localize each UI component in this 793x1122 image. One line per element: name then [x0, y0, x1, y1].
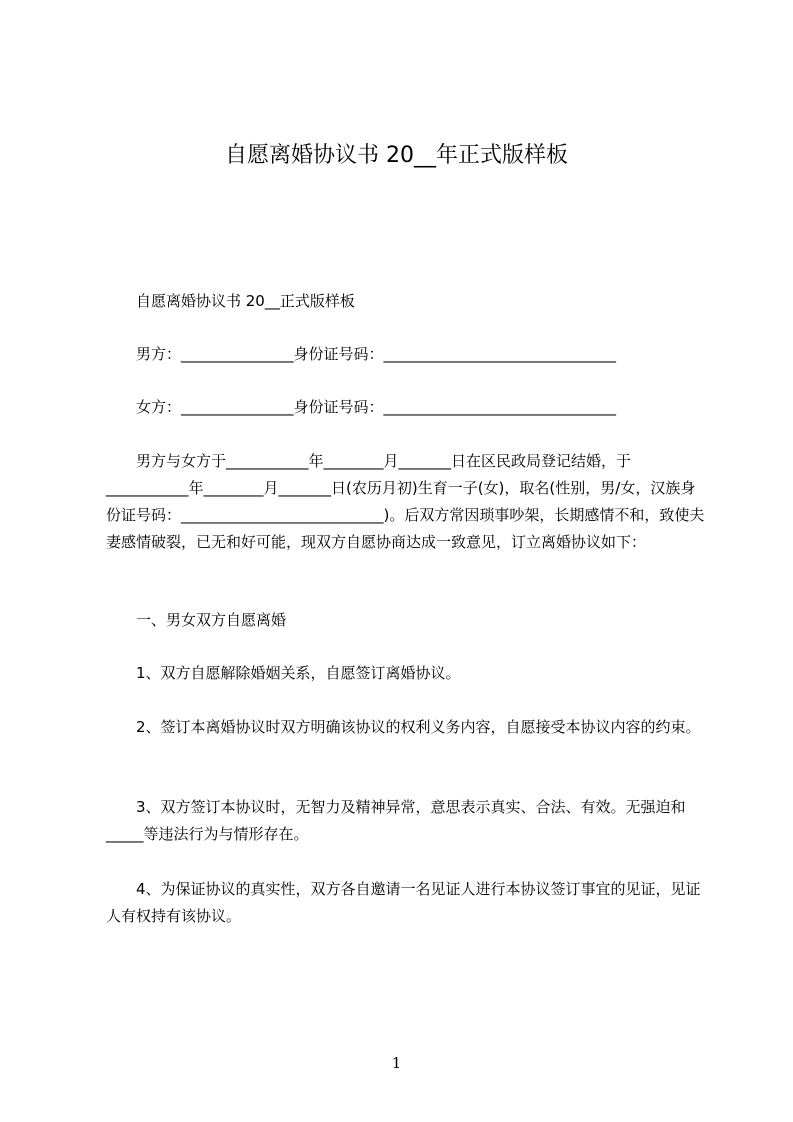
male-party-line: 男方：_______________身份证号码：_______________________________: [136, 345, 617, 363]
clause-3: 3、双方签订本协议时，无智力及精神异常，意思表示真实、合法、有效。无强迫和_____等违法行为与情形存在。: [106, 798, 686, 843]
document-title: 自愿离婚协议书 20__年正式版样板: [225, 143, 568, 168]
clause-1: 1、双方自愿解除婚姻关系，自愿签订离婚协议。: [136, 664, 461, 682]
female-party-line: 女方：_______________身份证号码：_______________________________: [136, 398, 617, 416]
clause-4: 4、为保证协议的真实性，双方各自邀请一名见证人进行本协议签订事宜的见证，见证人有权持有该协议。: [106, 880, 701, 925]
page-number: 1: [391, 1054, 402, 1072]
clause-2: 2、签订本离婚协议时双方明确该协议的权利义务内容，自愿接受本协议内容的约束。: [136, 718, 701, 736]
document-subtitle: 自愿离婚协议书 20__正式版样板: [136, 292, 355, 310]
intro-paragraph: 男方与女方于___________年________月_______日在区民政局登记结婚，于___________年________月_______日(农历月初)生育一子(女)，取名(性别，男/女，汉族身份证号码：___________________________)。后双方常因琐事吵架，长期感情不和，致使夫妻感情破裂，已无和好可能，现双方自愿协商达成一致意见，订立离婚协议如下：: [106, 452, 705, 551]
section-heading: 一、男女双方自愿离婚: [136, 611, 287, 629]
